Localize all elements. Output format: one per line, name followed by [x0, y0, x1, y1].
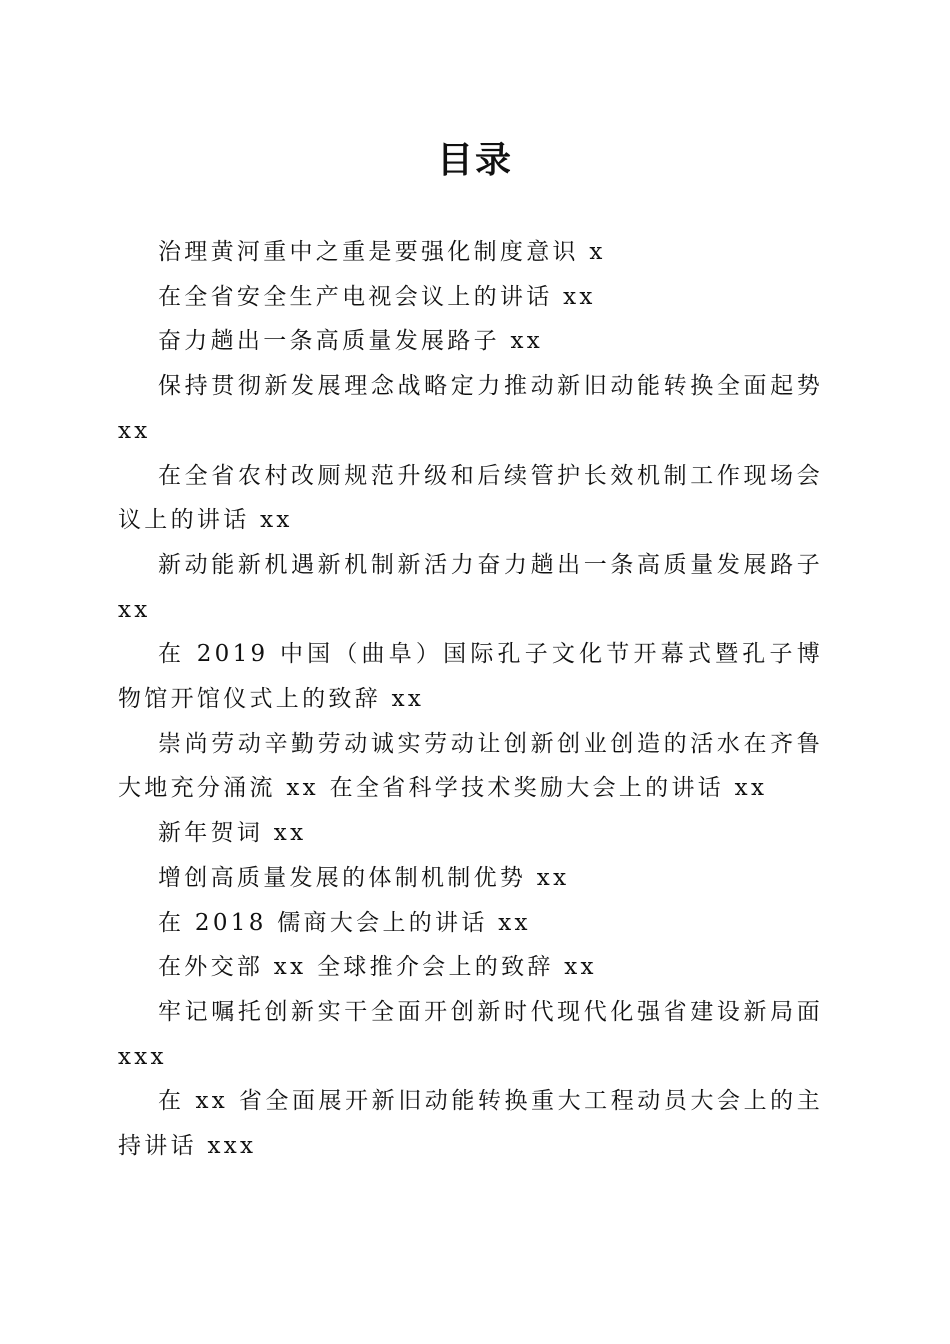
- table-of-contents: [118, 230, 823, 1169]
- toc-entry: 在全省安全生产电视会议上的讲话 xx: [158, 283, 596, 310]
- toc-entry: 奋力趟出一条高质量发展路子 xx: [158, 328, 544, 355]
- toc-entry: 崇尚劳动辛勤劳动诚实劳动让创新创业创造的活水在齐鲁大地充分涌流 xx 在全省科学技术奖励大会上的讲话 xx: [118, 730, 823, 802]
- toc-entry: 在 2018 儒商大会上的讲话 xx: [158, 909, 531, 936]
- toc-entry: 新年贺词 xx: [158, 820, 307, 847]
- toc-entry: 保持贯彻新发展理念战略定力推动新旧动能转换全面起势 xx: [118, 373, 823, 444]
- toc-entry: 治理黄河重中之重是要强化制度意识 x: [158, 239, 606, 265]
- toc-entry: 在全省农村改厕规范升级和后续管护长效机制工作现场会议上的讲话 xx: [118, 462, 823, 534]
- toc-entry: 新动能新机遇新机制新活力奋力趟出一条高质量发展路子 xx: [118, 551, 823, 623]
- toc-entry: 在外交部 xx 全球推介会上的致辞 xx: [158, 954, 597, 981]
- toc-entry: 在 2019 中国（曲阜）国际孔子文化节开幕式暨孔子博物馆开馆仪式上的致辞 xx: [118, 641, 823, 713]
- toc-entry: 在 xx 省全面展开新旧动能转换重大工程动员大会上的主持讲话 xxx: [118, 1088, 823, 1160]
- toc-entry: 牢记嘱托创新实干全面开创新时代现代化强省建设新局面 xxx: [118, 998, 823, 1070]
- toc-entry: 增创高质量发展的体制机制优势 xx: [158, 864, 570, 891]
- page-title: 目录: [436, 139, 513, 181]
